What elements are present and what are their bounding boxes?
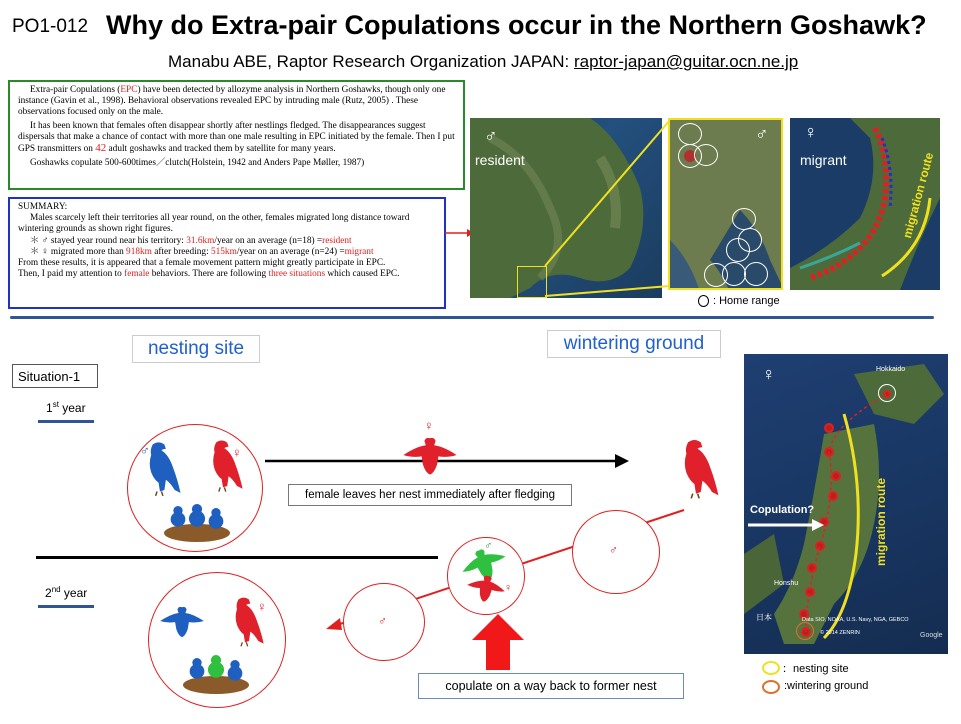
male-territory-circle-left bbox=[343, 583, 425, 661]
home-range-legend-label: : Home range bbox=[713, 295, 780, 307]
honshu-label: Honshu bbox=[774, 580, 799, 587]
hokkaido-label: Hokkaido bbox=[876, 366, 906, 373]
nihon-label: 日本 bbox=[756, 613, 772, 622]
home-range-circle-6 bbox=[726, 238, 750, 262]
big-up-arrow bbox=[470, 612, 526, 672]
zoom-male-symbol: ♂ bbox=[755, 124, 769, 144]
home-range-circle-4 bbox=[732, 208, 756, 230]
author-email[interactable]: raptor-japan@guitar.ocn.ne.jp bbox=[574, 52, 799, 71]
summary-male-line: ＊ ♂ stayed year round near his territory: 31.6km/year on an average (n=18) =resident bbox=[30, 235, 352, 246]
female-hawk-icon bbox=[225, 587, 265, 655]
male-symbol: ♂ bbox=[140, 443, 150, 458]
author-line bbox=[168, 52, 798, 72]
home-range-circle-8 bbox=[722, 262, 746, 286]
summary-heading: SUMMARY: bbox=[18, 202, 68, 212]
copulation-circle bbox=[447, 537, 525, 615]
copulating-female-symbol: ♀ bbox=[504, 582, 513, 594]
intro-paragraph-3: Goshawks copulate 500-600times／clutch(Holstein, 1942 and Anders Pape Møller, 1987) bbox=[30, 158, 365, 169]
poster-code: PO1-012 bbox=[12, 16, 89, 37]
flying-female-hawk-icon bbox=[402, 434, 458, 476]
wintering-ground-label: wintering ground bbox=[547, 330, 721, 358]
female-symbol: ♀ bbox=[257, 599, 267, 614]
resident-male-symbol: ♂ bbox=[484, 126, 498, 146]
home-range-circle-1 bbox=[678, 123, 702, 145]
copulating-female-hawk-icon bbox=[463, 567, 509, 609]
wintering-legend-icon bbox=[762, 680, 780, 694]
female-hawk-icon bbox=[202, 431, 244, 499]
copulation-label: Copulation? bbox=[750, 504, 815, 516]
first-year-underline bbox=[38, 420, 94, 423]
female-symbol: ♀ bbox=[232, 445, 242, 460]
zoom-map bbox=[668, 118, 783, 290]
leave-caption: female leaves her nest immediately after fledging bbox=[288, 484, 572, 506]
poster-title: Why do Extra-pair Copulations occur in the Northern Goshawk? bbox=[106, 10, 927, 40]
google-label: Google bbox=[920, 632, 943, 639]
summary-box bbox=[8, 197, 446, 309]
resident-label: resident bbox=[475, 152, 525, 168]
wintering-legend-label: :wintering ground bbox=[784, 680, 869, 692]
map-credit: Data SIO, NOAA, U.S. Navy, NGA, GEBCO bbox=[802, 617, 909, 623]
first-year-label: 1st year bbox=[46, 400, 86, 415]
summary-female-line: ＊ ♀ migrated more than 918km after breeding: 515km/year on an average (n=24) =migrant bbox=[30, 246, 374, 257]
japan-migration-map bbox=[744, 354, 948, 654]
flying-female-symbol: ♀ bbox=[424, 418, 434, 433]
nesting-site-marker bbox=[878, 384, 896, 402]
japan-route-label: migration route bbox=[874, 477, 888, 566]
male-symbol: ♂ bbox=[609, 543, 618, 557]
wintering-female-hawk-icon bbox=[672, 428, 720, 508]
section-divider bbox=[10, 316, 934, 319]
home-range-legend-icon bbox=[698, 295, 709, 307]
summary-paragraph-3: Then, I paid my attention to female behaviors. There are following three situations which caused EPC. bbox=[18, 269, 400, 280]
male-symbol: ♂ bbox=[378, 614, 387, 628]
copulation-arrow bbox=[748, 518, 828, 532]
wintering-ground-marker bbox=[796, 622, 814, 640]
summary-paragraph-2: From these results, it is appeared that a female movement pattern might greatly participate in EPC. bbox=[18, 258, 386, 269]
male-hawk-icon bbox=[159, 599, 205, 643]
copulate-caption: copulate on a way back to former nest bbox=[418, 673, 684, 699]
nest-circle-year1 bbox=[127, 424, 263, 552]
nest-icon bbox=[181, 651, 251, 695]
migrant-label: migrant bbox=[800, 152, 847, 168]
male-territory-circle-right bbox=[572, 510, 660, 594]
intro-box bbox=[8, 80, 465, 190]
second-year-label: 2nd year bbox=[45, 585, 88, 600]
nesting-site-label: nesting site bbox=[132, 335, 260, 363]
situation-label: Situation-1 bbox=[12, 364, 98, 388]
home-range-circle-3 bbox=[694, 144, 718, 166]
nest-icon bbox=[162, 501, 232, 543]
author-name: Manabu ABE, Raptor Research Organization JAPAN: bbox=[168, 52, 574, 71]
intro-paragraph-2: It has been known that females often disappear shortly after nestlings fledged. The disappearances suggest dispersals that make a chance of contact with more than one male resulting in EPC initiated by the female. Then I put GPS transmitters on 42 adult goshawks and tracked them by satellite for many years. bbox=[18, 120, 455, 155]
zoom-lines bbox=[515, 118, 675, 303]
migrant-map bbox=[790, 118, 940, 290]
japan-female-symbol: ♀ bbox=[762, 364, 776, 384]
nesting-legend-icon bbox=[762, 661, 780, 675]
migrant-route-label: migration route bbox=[900, 150, 937, 240]
home-range-circle-9 bbox=[744, 262, 768, 286]
map-copyright: © 2014 ZENRIN bbox=[820, 630, 860, 636]
second-year-underline bbox=[38, 605, 94, 608]
intro-paragraph-1: Extra-pair Copulations (EPC) have been detected by allozyme analysis in Northern Goshawks, though only one instance (Gavin et al., 1998). Behavioral observations revealed EPC by intruding male (Rutz, 2005) . These observations focused only on the male. bbox=[18, 85, 446, 118]
migrant-female-symbol: ♀ bbox=[804, 122, 818, 142]
nest-circle-year2 bbox=[148, 572, 286, 708]
copulating-male-symbol: ♂ bbox=[484, 540, 493, 552]
nesting-legend-label: ：nesting site bbox=[782, 663, 849, 675]
summary-paragraph-1: Males scarcely left their territories all year round, on the other, females migrated long distance toward wintering grounds as shown right figures. bbox=[18, 213, 410, 235]
